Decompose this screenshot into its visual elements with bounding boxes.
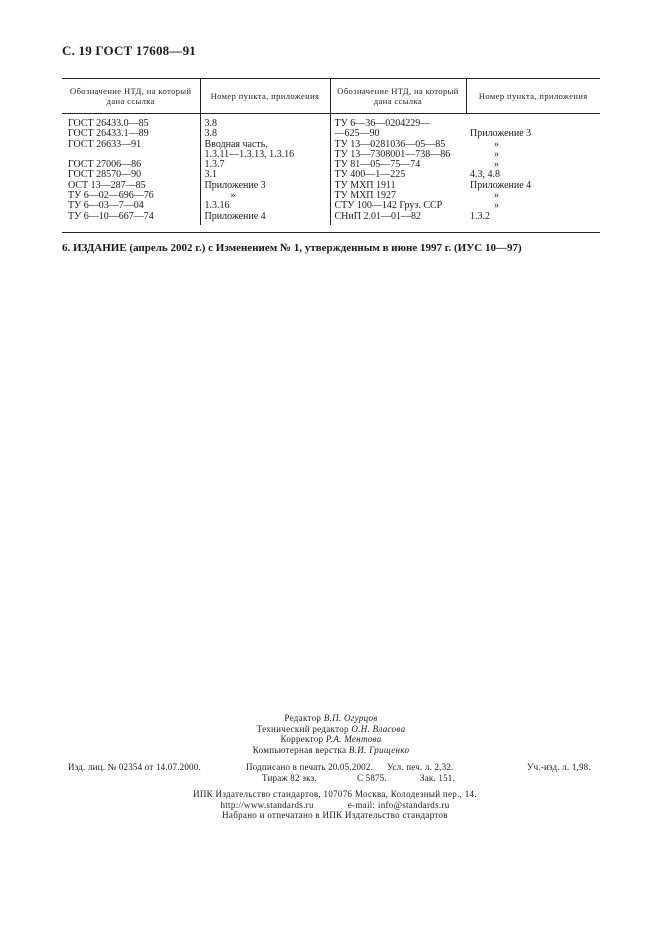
credit-label: Редактор: [284, 713, 322, 723]
publisher-block: [150, 789, 520, 821]
ntd-designation-cell: ТУ 6—02—696—76: [68, 190, 154, 202]
credit-label: Технический редактор: [256, 723, 349, 734]
imprint-order: Зак. 151.: [420, 773, 455, 783]
publisher-email: e-mail: info@standards.ru: [347, 799, 450, 810]
ditto-mark: »: [494, 138, 499, 150]
credit-layout: [200, 745, 462, 756]
clause-number-cell: 3.8: [200, 129, 330, 139]
ntd-designation-cell: ТУ 13—0281036—05—85: [330, 140, 466, 150]
imprint-c-number: С 5875.: [357, 773, 387, 783]
ntd-designation-cell: ТУ 81—05—75—74: [330, 160, 466, 170]
clause-number-cell: Приложение 4: [470, 179, 532, 191]
table-row: [62, 114, 600, 130]
ntd-designation-cell: ГОСТ 26633—91: [68, 138, 142, 150]
imprint-pub-sheets: Уч.-изд. л. 1,98.: [527, 762, 591, 772]
clause-number-cell: Приложение 3: [200, 181, 330, 191]
credits-block: [200, 713, 462, 755]
publisher-printed: Набрано и отпечатано в ИПК Издательство стандартов: [222, 810, 448, 820]
credit-name: В.П. Огурцов: [323, 713, 378, 723]
imprint-signed: Подписано в печать 20.05.2002.: [246, 762, 374, 772]
ntd-designation-cell: ОСТ 13—287—85: [68, 179, 146, 191]
ntd-designation-cell: —625—90: [330, 129, 466, 139]
clause-number-cell: 3.1: [200, 170, 330, 180]
publisher-address: ИПК Издательство стандартов, 107076 Москва, Колодезный пер., 14.: [193, 789, 477, 799]
column-header-clause-number: Номер пункта, приложения: [466, 79, 600, 114]
credit-tech-editor: [200, 724, 462, 735]
ntd-designation-cell: ТУ 13—7308001—738—86: [330, 150, 466, 160]
publisher-contacts: [150, 800, 520, 811]
ditto-mark: »: [494, 159, 499, 171]
clause-number-cell: 3.8: [200, 114, 330, 130]
ditto-mark: »: [494, 148, 499, 160]
table-row: [62, 212, 600, 225]
column-header-ntd-designation: Обозначение НТД, на который дана ссылка: [330, 79, 466, 114]
publisher-website: http://www.standards.ru: [220, 799, 314, 810]
clause-number-cell: 4.3, 4.8: [470, 169, 500, 181]
imprint-run: Тираж 82 экз.: [262, 773, 317, 783]
ntd-designation-cell: ТУ 400—1—225: [330, 170, 466, 180]
ntd-designation-cell: ТУ 6—36—0204229—: [330, 114, 466, 130]
credit-name: В.И. Грищенко: [348, 744, 410, 755]
credit-label: Компьютерная верстка: [252, 744, 347, 755]
page-header: С. 19 ГОСТ 17608—91: [62, 43, 196, 58]
clause-number-cell: 1.3.11—1.3.13, 1.3.16: [200, 150, 330, 160]
ntd-designation-cell: ГОСТ 28570—90: [68, 169, 142, 181]
ntd-designation-cell: ГОСТ 27006—86: [68, 159, 142, 171]
ditto-mark: »: [494, 190, 499, 202]
column-header-ntd-designation: Обозначение НТД, на который дана ссылка: [62, 79, 200, 114]
clause-number-cell: Приложение 4: [200, 212, 330, 225]
table-row: [62, 150, 600, 160]
ditto-mark: »: [494, 200, 499, 212]
clause-number-cell: 1.3.16: [200, 201, 330, 211]
table-bottom-rule: [62, 232, 600, 233]
ntd-designation-cell: ТУ МХП 1911: [330, 181, 466, 191]
ntd-designation-cell: СТУ 100—142 Груз. ССР: [330, 201, 466, 211]
column-header-clause-number: Номер пункта, приложения: [200, 79, 330, 114]
credit-editor: [200, 713, 462, 724]
ditto-mark: »: [230, 190, 236, 202]
imprint-license: Изд. лиц. № 02354 от 14.07.2000.: [68, 762, 201, 772]
credit-proofreader: [200, 734, 462, 745]
ntd-designation-cell: СНиП 2.01—01—82: [330, 212, 466, 225]
clause-number-cell: [466, 114, 600, 130]
ntd-designation-cell: ТУ 6—10—667—74: [68, 210, 154, 222]
clause-number-cell: 1.3.2: [470, 210, 490, 222]
table-body: [62, 114, 600, 225]
reference-table: [62, 78, 600, 225]
credit-label: Корректор: [280, 734, 324, 744]
edition-note: 6. ИЗДАНИЕ (апрель 2002 г.) с Изменением № 1, утвержденным в июне 1997 г. (ИУС 10—97): [62, 242, 522, 254]
imprint-print-sheets: Усл. печ. л. 2,32.: [387, 762, 454, 772]
ntd-designation-cell: ТУ 6—03—7—04: [68, 200, 144, 212]
ntd-designation-cell: ГОСТ 26433.0—85: [68, 118, 149, 129]
table-row: [62, 160, 600, 170]
table-row: [62, 129, 600, 139]
clause-number-cell: Приложение 3: [470, 128, 532, 140]
table-header-row: [62, 79, 600, 114]
table-row: [62, 140, 600, 150]
credit-name: О.Н. Власова: [351, 723, 406, 734]
clause-number-cell: Вводная часть,: [200, 140, 330, 150]
clause-number-cell: 1.3.7: [200, 160, 330, 170]
credit-name: Р.А. Ментова: [325, 734, 382, 744]
ntd-designation-cell: ГОСТ 26433.1—89: [68, 128, 149, 140]
ntd-designation-cell: ТУ МХП 1927: [330, 191, 466, 201]
